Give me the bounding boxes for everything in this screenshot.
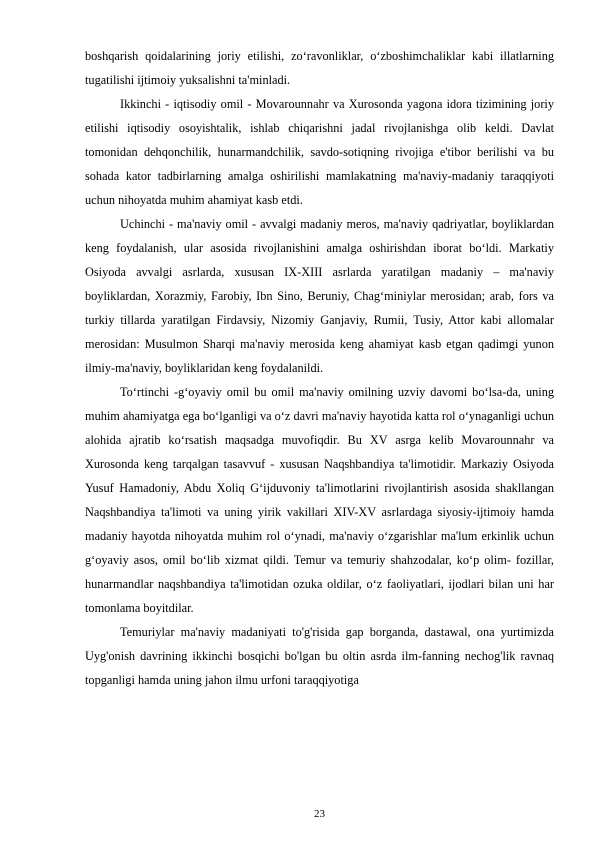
paragraph-spiritual-factor: Uchinchi - ma'naviy omil - avvalgi madaniy meros, ma'naviy qadriyatlar, boyliklardan keng foydalanish, ular asosida rivojlanishini amalga oshirishdan iborat bo‘ldi. Markatiy Osiyoda avvalgi asrlarda, xususan IX-XIII asrlarda yaratilgan madaniy – ma'naviy boyliklardan, Xorazmiy, Farobiy, Ibn Sino, Beruniy, Chag‘miniylar merosidan; arab, fors va turkiy tillarda yaratilgan Firdavsiy, Nizomiy Ganjaviy, Rumii, Tusiy, Attor kabi allomalar merosidan: Musulmon Sharqi ma'naviy merosida keng ahamiyat kasb etgan qadimgi yunon ilmiy-ma'naviy, boyliklaridan keng foydalanildi. — [85, 217, 554, 375]
body-text — [85, 44, 554, 692]
paragraph-ideological-factor: To‘rtinchi -g‘oyaviy omil bu omil ma'naviy omilning uzviy davomi bo‘lsa-da, uning muhim ahamiyatga ega bo‘lganligi va o‘z davri ma'naviy hayotida katta rol o‘ynaganligi uchun alohida ajratib ko‘rsatish maqsadga muvofiqdir. Bu XV asrga kelib Movarounnahr va Xurosonda keng tarqalgan tasavvuf - xususan Naqshbandiya ta'limotidir. Markaziy Osiyoda Yusuf Hamadoniy, Abdu Xoliq G‘ijduvoniy ta'limotlarini rivojlantirish asosida shakllangan Naqshbandiya ta'limoti va uning yirik vakillari XIV-XV asrlardaga siyosiy-ijtimoiy hamda madaniy hayotda nihoyatda muhim rol o‘ynadi, ma'naviy o‘zgarishlar ma'lum erkinlik uchun g‘oyaviy asos, omil bo‘lib xizmat qildi. Temur va temuriy shahzodalar, ko‘p olim- fozillar, hunarmandlar naqshbandiya ta'limotidan ozuka oldilar, o‘z faoliyatlari, ijodlari bilan uni har tomonlama boyitdilar. — [85, 385, 554, 615]
paragraph-continuation: boshqarish qoidalarining joriy etilishi, zo‘ravonliklar, o‘zboshimchaliklar kabi illatlarning tugatilishi ijtimoiy yuksalishni ta'minladi. — [85, 49, 554, 87]
page-number: 23 — [314, 808, 325, 820]
paragraph-timurid-culture: Temuriylar ma'naviy madaniyati to'g'risida gap borganda, dastawal, ona yurtimizda Uyg'onish davrining ikkinchi bosqichi bo'lgan bu oltin asrda ilm-fanning nechog'lik ravnaq topganligi hamda uning jahon ilmu urfoni taraqqiyotiga — [85, 625, 554, 687]
paragraph-economic-factor: Ikkinchi - iqtisodiy omil - Movarounnahr va Xurosonda yagona idora tizimining joriy etilishi iqtisodiy osoyishtalik, ishlab chiqarishni jadal rivojlanishga olib keldi. Davlat tomonidan dehqonchilik, hunarmandchilik, savdo-sotiqning rivojiga e'tibor berilishi va bu sohada kator tadbirlarning amalga oshirilishi mamlakatning ma'naviy-madaniy taraqqiyoti uchun nihoyatda muhim ahamiyat kasb etdi. — [85, 97, 554, 207]
